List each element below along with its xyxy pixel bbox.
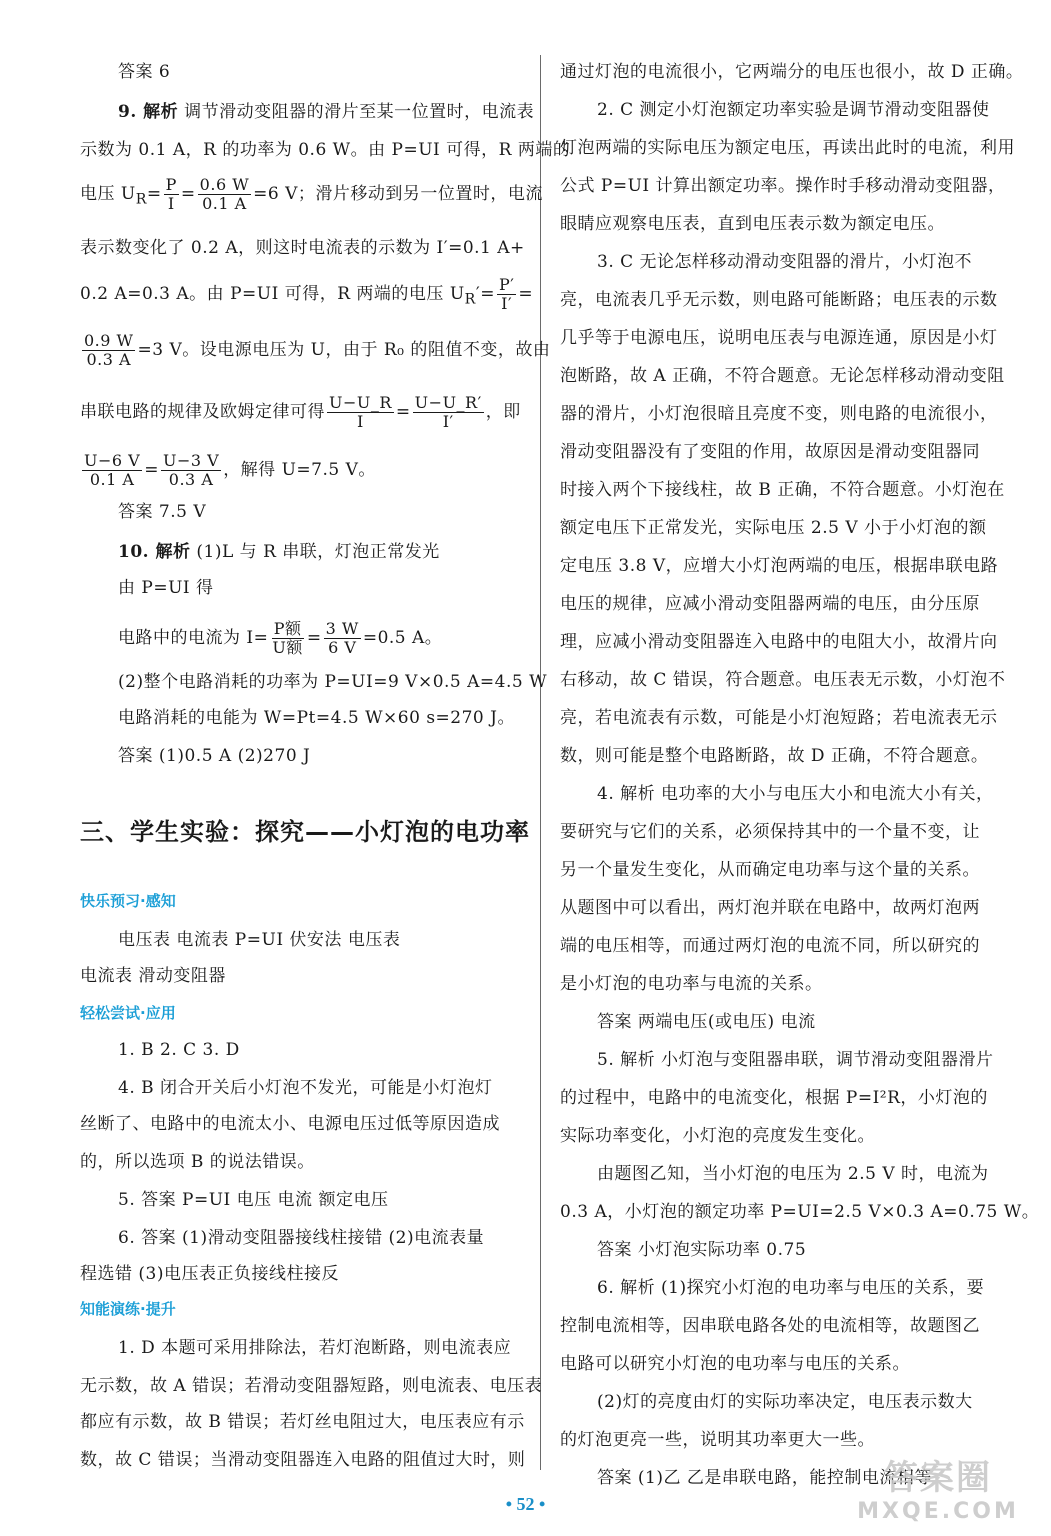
k1-line-4: 数，故 C 错误；当滑动变阻器连入电路的阻值过大时，则 (80, 1450, 526, 1470)
right-line: 0.3 A，小灯泡的额定功率 P=UI=2.5 V×0.3 A=0.75 W。 (560, 1202, 1040, 1222)
denominator: I (357, 412, 364, 431)
right-line: 从题图中可以看出，两灯泡并联在电路中，故两灯泡两 (560, 898, 980, 918)
right-line: 6. 解析 (1)探究小灯泡的电功率与电压的关系，要 (597, 1278, 985, 1298)
watermark-logo (843, 1452, 1033, 1522)
try4-line-1: 4. B 闭合开关后小灯泡不发光，可能是小灯泡灯 (118, 1078, 493, 1098)
text: = (395, 402, 411, 422)
numerator: U−U_R′ (414, 393, 482, 412)
text: = (518, 284, 534, 304)
q9-line-3 (80, 176, 543, 213)
q9-line-8 (80, 452, 376, 489)
q9-line-4: 表示数变化了 0.2 A，则这时电流表的示数为 I′=0.1 A+ (80, 238, 525, 258)
numerator: U−3 V (162, 451, 220, 470)
answer-line: 答案 6 (118, 62, 171, 82)
text: = (146, 184, 162, 204)
denominator: I (167, 194, 175, 213)
text: ，解得 U=7.5 V。 (223, 460, 376, 480)
try4-line-2: 丝断了、电路中的电流太小、电源电压过低等原因造成 (80, 1114, 500, 1134)
right-line: 要研究与它们的关系，必须保持其中的一个量不变，让 (560, 822, 980, 842)
q9-line-1 (118, 100, 534, 124)
numerator: 0.9 W (84, 331, 134, 350)
right-line: 是小灯泡的电功率与电流的关系。 (560, 974, 823, 994)
q9-line-5 (80, 276, 533, 313)
right-line: 亮，若电流表有示数，可能是小灯泡短路；若电流表无示 (560, 708, 998, 728)
right-line: 滑动变阻器没有了变阻的作用，故原因是滑动变阻器同 (560, 442, 980, 462)
right-line: 眼睛应观察电压表，直到电压表示数为额定电压。 (560, 214, 945, 234)
q9-line-6 (80, 332, 550, 369)
text: =0.5 A。 (362, 628, 443, 648)
try-line-1: 1. B 2. C 3. D (118, 1040, 240, 1060)
text: ′= (475, 284, 495, 304)
right-line: 理，应减小滑动变阻器连入电路中的电阻大小，故滑片向 (560, 632, 998, 652)
text: 0.2 A=0.3 A。由 P=UI 可得，R 两端的电压 U (80, 284, 465, 304)
right-line: 时接入两个下接线柱，故 B 正确，不符合题意。小灯泡在 (560, 480, 1005, 500)
right-line: 实际功率变化，小灯泡的亮度发生变化。 (560, 1126, 875, 1146)
right-line: 电路可以研究小灯泡的电功率与电压的关系。 (560, 1354, 910, 1374)
denominator: 0.3 A (86, 350, 132, 369)
fraction (82, 452, 142, 489)
text: =6 V；滑片移动到另一位置时，电流 (253, 184, 543, 204)
numerator: P′ (498, 275, 515, 294)
right-line: 端的电压相等，而通过两灯泡的电流不同，所以研究的 (560, 936, 980, 956)
right-line: 答案 (1)乙 乙是串联电路，能控制电流相等 (597, 1468, 932, 1488)
q9-line-2: 示数为 0.1 A，R 的功率为 0.6 W。由 P=UI 可得，R 两端的 (80, 140, 571, 160)
fraction (324, 620, 361, 657)
text: 电路中的电流为 I= (118, 628, 269, 648)
watermark-sub: MXQE.COM (857, 1499, 1019, 1524)
denominator: U额 (272, 638, 303, 657)
q9-line-7 (80, 394, 521, 431)
denominator: I′ (442, 412, 454, 431)
answer-9: 答案 7.5 V (118, 502, 207, 522)
right-line: 答案 两端电压(或电压) 电流 (597, 1012, 816, 1032)
text: = (180, 184, 196, 204)
right-line: 灯泡两端的实际电压为额定电压，再读出此时的电流，利用 (560, 138, 1015, 158)
right-line: 答案 小灯泡实际功率 0.75 (597, 1240, 807, 1260)
page-number: • 52 • (505, 1494, 546, 1514)
answer-10: 答案 (1)0.5 A (2)270 J (118, 746, 311, 766)
text: = (144, 460, 159, 480)
numerator: P额 (273, 619, 302, 638)
subhead-preview: 快乐预习·感知 (80, 892, 176, 910)
section-title: 三、学生实验：探究——小灯泡的电功率 (80, 818, 530, 846)
try5-line: 5. 答案 P=UI 电压 电流 额定电压 (118, 1190, 389, 1210)
right-line: 另一个量发生变化，从而确定电功率与这个量的关系。 (560, 860, 980, 880)
fraction (270, 620, 305, 657)
fraction (413, 394, 484, 431)
right-line: 数，则可能是整个电路断路，故 D 正确，不符合题意。 (560, 746, 989, 766)
numerator: U−6 V (84, 451, 141, 470)
q9-text: 调节滑动变阻器的滑片至某一位置时，电流表 (178, 102, 535, 122)
preview-line-1: 电压表 电流表 P=UI 伏安法 电压表 (118, 930, 401, 950)
watermark-main: 答案圈 (884, 1458, 992, 1498)
subhead-knowledge: 知能演练·提升 (80, 1300, 176, 1318)
right-line: 几乎等于电源电压，说明电压表与电源连通，原因是小灯 (560, 328, 998, 348)
text: = (306, 628, 322, 648)
q10-number: 10. 解析 (118, 542, 191, 562)
right-line: 的灯泡更亮一些，说明其功率更大一些。 (560, 1430, 875, 1450)
subhead-try: 轻松尝试·应用 (80, 1004, 176, 1022)
right-line: 控制电流相等，因串联电路各处的电流相等，故题图乙 (560, 1316, 980, 1336)
text: ，即 (485, 402, 521, 422)
numerator: U−U_R (329, 393, 392, 412)
denominator: I′ (501, 294, 513, 313)
right-line: 右移动，故 C 错误，符合题意。电压表无示数，小灯泡不 (560, 670, 1006, 690)
right-line: (2)灯的亮度由灯的实际功率决定，电压表示数大 (597, 1392, 973, 1412)
q10-text: (1)L 与 R 串联，灯泡正常发光 (190, 542, 440, 562)
right-line: 额定电压下正常发光，实际电压 2.5 V 小于小灯泡的额 (560, 518, 987, 538)
q10-line-3 (118, 620, 442, 657)
numerator: 0.6 W (199, 175, 250, 194)
right-line: 通过灯泡的电流很小，它两端分的电压也很小，故 D 正确。 (560, 62, 1024, 82)
right-line: 4. 解析 电功率的大小与电压大小和电流大小有关， (597, 784, 994, 804)
text: 电压 U (80, 184, 136, 204)
fraction (198, 176, 251, 213)
right-line: 2. C 测定小灯泡额定功率实验是调节滑动变阻器使 (597, 100, 990, 120)
right-line: 3. C 无论怎样移动滑动变阻器的滑片，小灯泡不 (597, 252, 973, 272)
preview-line-2: 电流表 滑动变阻器 (80, 966, 226, 986)
k1-line-3: 都应有示数，故 B 错误；若灯丝电阻过大，电压表应有示 (80, 1412, 525, 1432)
k1-line-1: 1. D 本题可采用排除法，若灯泡断路，则电流表应 (118, 1338, 512, 1358)
k1-line-2: 无示数，故 A 错误；若滑动变阻器短路，则电流表、电压表 (80, 1376, 543, 1396)
numerator: 3 W (325, 619, 359, 638)
try4-line-3: 的，所以选项 B 的说法错误。 (80, 1152, 315, 1172)
fraction (161, 452, 221, 489)
text: 串联电路的规律及欧姆定律可得 (80, 402, 325, 422)
fraction (327, 394, 394, 431)
right-line: 5. 解析 小灯泡与变阻器串联，调节滑动变阻器滑片 (597, 1050, 994, 1070)
right-line: 由题图乙知，当小灯泡的电压为 2.5 V 时，电流为 (597, 1164, 989, 1184)
column-divider (540, 55, 541, 1470)
right-line: 亮，电流表几乎无示数，则电路可能断路；电压表的示数 (560, 290, 998, 310)
denominator: 6 V (328, 638, 357, 657)
right-line: 器的滑片，小灯泡很暗且亮度不变，则电路的电流很小， (560, 404, 998, 424)
q10-line-2: 由 P=UI 得 (118, 578, 214, 598)
fraction (164, 176, 179, 213)
fraction (497, 276, 516, 313)
subscript: R (464, 291, 476, 308)
q9-number: 9. 解析 (118, 102, 179, 122)
right-line: 的过程中，电路中的电流变化，根据 P=I²R，小灯泡的 (560, 1088, 988, 1108)
try6-line-2: 程选错 (3)电压表正负接线柱接反 (80, 1264, 339, 1284)
fraction (82, 332, 135, 369)
right-line: 电压的规律，应减小滑动变阻器两端的电压，由分压原 (560, 594, 980, 614)
right-line: 定电压 3.8 V，应增大小灯泡两端的电压，根据串联电路 (560, 556, 999, 576)
q10-line-1 (118, 540, 440, 564)
subscript: R (135, 191, 147, 208)
right-line: 泡断路，故 A 正确，不符合题意。无论怎样移动滑动变阻 (560, 366, 1005, 386)
right-line: 公式 P=UI 计算出额定功率。操作时手移动滑动变阻器， (560, 176, 1006, 196)
q10-line-4: (2)整个电路消耗的功率为 P=UI=9 V×0.5 A=4.5 W (118, 672, 548, 692)
numerator: P (165, 175, 177, 194)
denominator: 0.3 A (168, 470, 214, 489)
try6-line-1: 6. 答案 (1)滑动变阻器接线柱接错 (2)电流表量 (118, 1228, 485, 1248)
q10-line-5: 电路消耗的电能为 W=Pt=4.5 W×60 s=270 J。 (118, 708, 515, 728)
denominator: 0.1 A (89, 470, 135, 489)
denominator: 0.1 A (202, 194, 247, 213)
text: =3 V。设电源电压为 U，由于 R₀ 的阻值不变，故由 (137, 340, 551, 360)
